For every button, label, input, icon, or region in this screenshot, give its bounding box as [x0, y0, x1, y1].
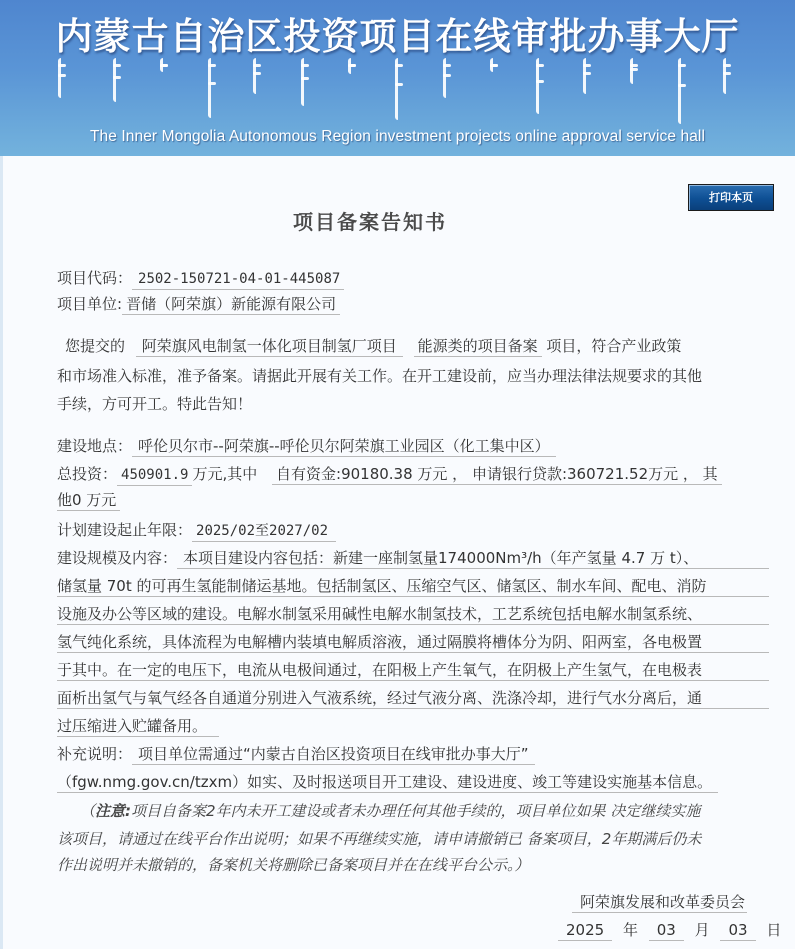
project-code-value: 2502-150721-04-01-445087 — [132, 269, 344, 290]
mongolian-glyph — [583, 58, 593, 94]
scope-line-7: 过压缩进入贮罐备用。 — [57, 716, 219, 737]
notice-open-paren: （ — [80, 802, 96, 820]
project-unit-label: 项目单位: — [57, 295, 123, 313]
banner-title: 内蒙古自治区投资项目在线审批办事大厅 — [55, 14, 740, 58]
investment-row — [57, 464, 722, 486]
mongolian-glyph — [678, 58, 688, 124]
mongolian-glyph — [208, 58, 218, 118]
intro-line-2: 和市场准入标准，准予备案。请据此开展有关工作。在开工建设前，应当办理法律法规要求的其他 — [57, 367, 703, 385]
date-day-unit: 日 — [766, 921, 782, 939]
mongolian-glyph — [395, 58, 405, 120]
print-page-button[interactable]: 打印本页 — [688, 184, 774, 211]
issue-date-row — [558, 920, 787, 941]
issuer-row — [572, 892, 747, 913]
scope-line-5: 于其中。在一定的电压下，电流从电极间通过，在阳极上产生氧气，在阴极上产生氢气，在电极表 — [57, 660, 769, 681]
banner-subtitle: The Inner Mongolia Autonomous Region investment projects online approval service hall — [89, 128, 706, 145]
project-code-row — [57, 268, 344, 290]
supplement-label: 补充说明： — [57, 745, 133, 763]
date-month-unit: 月 — [694, 921, 710, 939]
mongolian-glyph — [536, 58, 546, 114]
scope-label-row — [57, 548, 769, 569]
date-month: 03 — [649, 920, 684, 941]
supplement-line-2-row — [57, 772, 718, 793]
construction-period-row — [57, 520, 336, 542]
investment-unit: 万元,其中 — [192, 465, 258, 483]
mongolian-glyph — [160, 58, 170, 72]
supplement-line-1: 项目单位需通过“内蒙古自治区投资项目在线审批办事大厅” — [132, 744, 535, 765]
project-unit-value: 晋储（阿荣旗）新能源有限公司 — [122, 294, 340, 315]
notice-line-2: 该项目，请通过在线平台作出说明；如果不再继续实施，请申请撤销已 备案项目，2年期满后仍未 — [57, 830, 702, 848]
funding-breakdown-value: 自有资金:90180.38 万元 ， 申请银行贷款:360721.52万元 ， 其 — [272, 464, 722, 485]
scope-line-3: 设施及办公等区域的建设。电解水制氢采用碱性电解水制氢技术，工艺系统包括电解水制氢系统、 — [57, 604, 769, 625]
scope-label: 建设规模及内容： — [57, 549, 178, 567]
mongolian-glyph — [348, 58, 358, 74]
investment-label: 总投资： — [57, 465, 118, 483]
mongolian-glyph — [58, 58, 68, 98]
mongolian-glyph — [630, 58, 640, 84]
issuer-name: 阿荣旗发展和改革委员会 — [572, 892, 747, 913]
project-code-label: 项目代码： — [57, 269, 133, 287]
notice-text-1: 项目自备案2年内未开工建设或者未办理任何其他手续的，项目单位如果 决定继续实施 — [131, 802, 701, 820]
location-value: 呼伦贝尔市--阿荣旗--呼伦贝尔阿荣旗工业园区（化工集中区） — [132, 436, 556, 457]
mongolian-glyph — [723, 58, 733, 94]
mongolian-glyph — [443, 58, 453, 98]
total-investment-value: 450901.9 — [117, 465, 192, 486]
mongolian-glyph — [490, 58, 500, 72]
document-title: 项目备案告知书 — [293, 210, 447, 234]
supplement-line-2: （fgw.nmg.gov.cn/tzxm）如实、及时报送项目开工建设、建设进度、竣工等建设实施基本信息。 — [57, 772, 718, 793]
other-funding-value: 他0 万元 — [57, 490, 120, 511]
scope-line-6: 面析出氢气与氧气经各自通道分别进入气液系统，经过气液分离、洗涤冷却，进行气水分离后，通 — [57, 688, 769, 709]
scope-line-7-row — [57, 716, 219, 737]
intro-suffix: 项目，符合产业政策 — [546, 337, 682, 355]
project-name-value: 阿荣旗风电制氢一体化项目制氢厂项目 — [136, 336, 403, 357]
period-label: 计划建设起止年限： — [57, 521, 193, 539]
construction-period-value: 2025/02至2027/02 — [192, 521, 336, 542]
scope-line-1: 本项目建设内容包括：新建一座制氢量174000Nm³/h（年产氢量 4.7 万 t）、 — [177, 548, 769, 569]
location-label: 建设地点： — [57, 437, 133, 455]
notice-line-3: 作出说明并未撤销的，备案机关将删除已备案项目并在在线平台公示。） — [57, 856, 530, 874]
project-category-value: 能源类的项目备案 — [414, 336, 542, 357]
intro-line-3: 手续，方可开工。特此告知！ — [57, 395, 253, 413]
date-year-unit: 年 — [622, 921, 638, 939]
supplement-row — [57, 744, 535, 765]
site-banner — [0, 0, 795, 156]
page-left-border — [0, 156, 3, 949]
intro-line-1 — [65, 336, 681, 357]
date-day: 03 — [720, 920, 755, 941]
mongolian-script-decoration — [58, 58, 738, 126]
scope-line-4: 氢气纯化系统，具体流程为电解槽内装填电解质溶液，通过隔膜将槽体分为阴、阳两室，各电极置 — [57, 632, 769, 653]
location-row — [57, 436, 556, 457]
mongolian-glyph — [301, 58, 311, 106]
notice-line-1 — [80, 798, 780, 824]
mongolian-glyph — [253, 58, 263, 94]
intro-prefix: 您提交的 — [65, 337, 126, 355]
project-unit-row — [57, 294, 340, 315]
investment-other-row — [57, 490, 120, 511]
date-year: 2025 — [558, 920, 612, 941]
notice-label: 注意: — [95, 802, 132, 820]
scope-line-2: 储氢量 70t 的可再生氢能制储运基地。包括制氢区、压缩空气区、储氢区、制水车间、配电、消防 — [57, 576, 769, 597]
mongolian-glyph — [113, 58, 123, 102]
